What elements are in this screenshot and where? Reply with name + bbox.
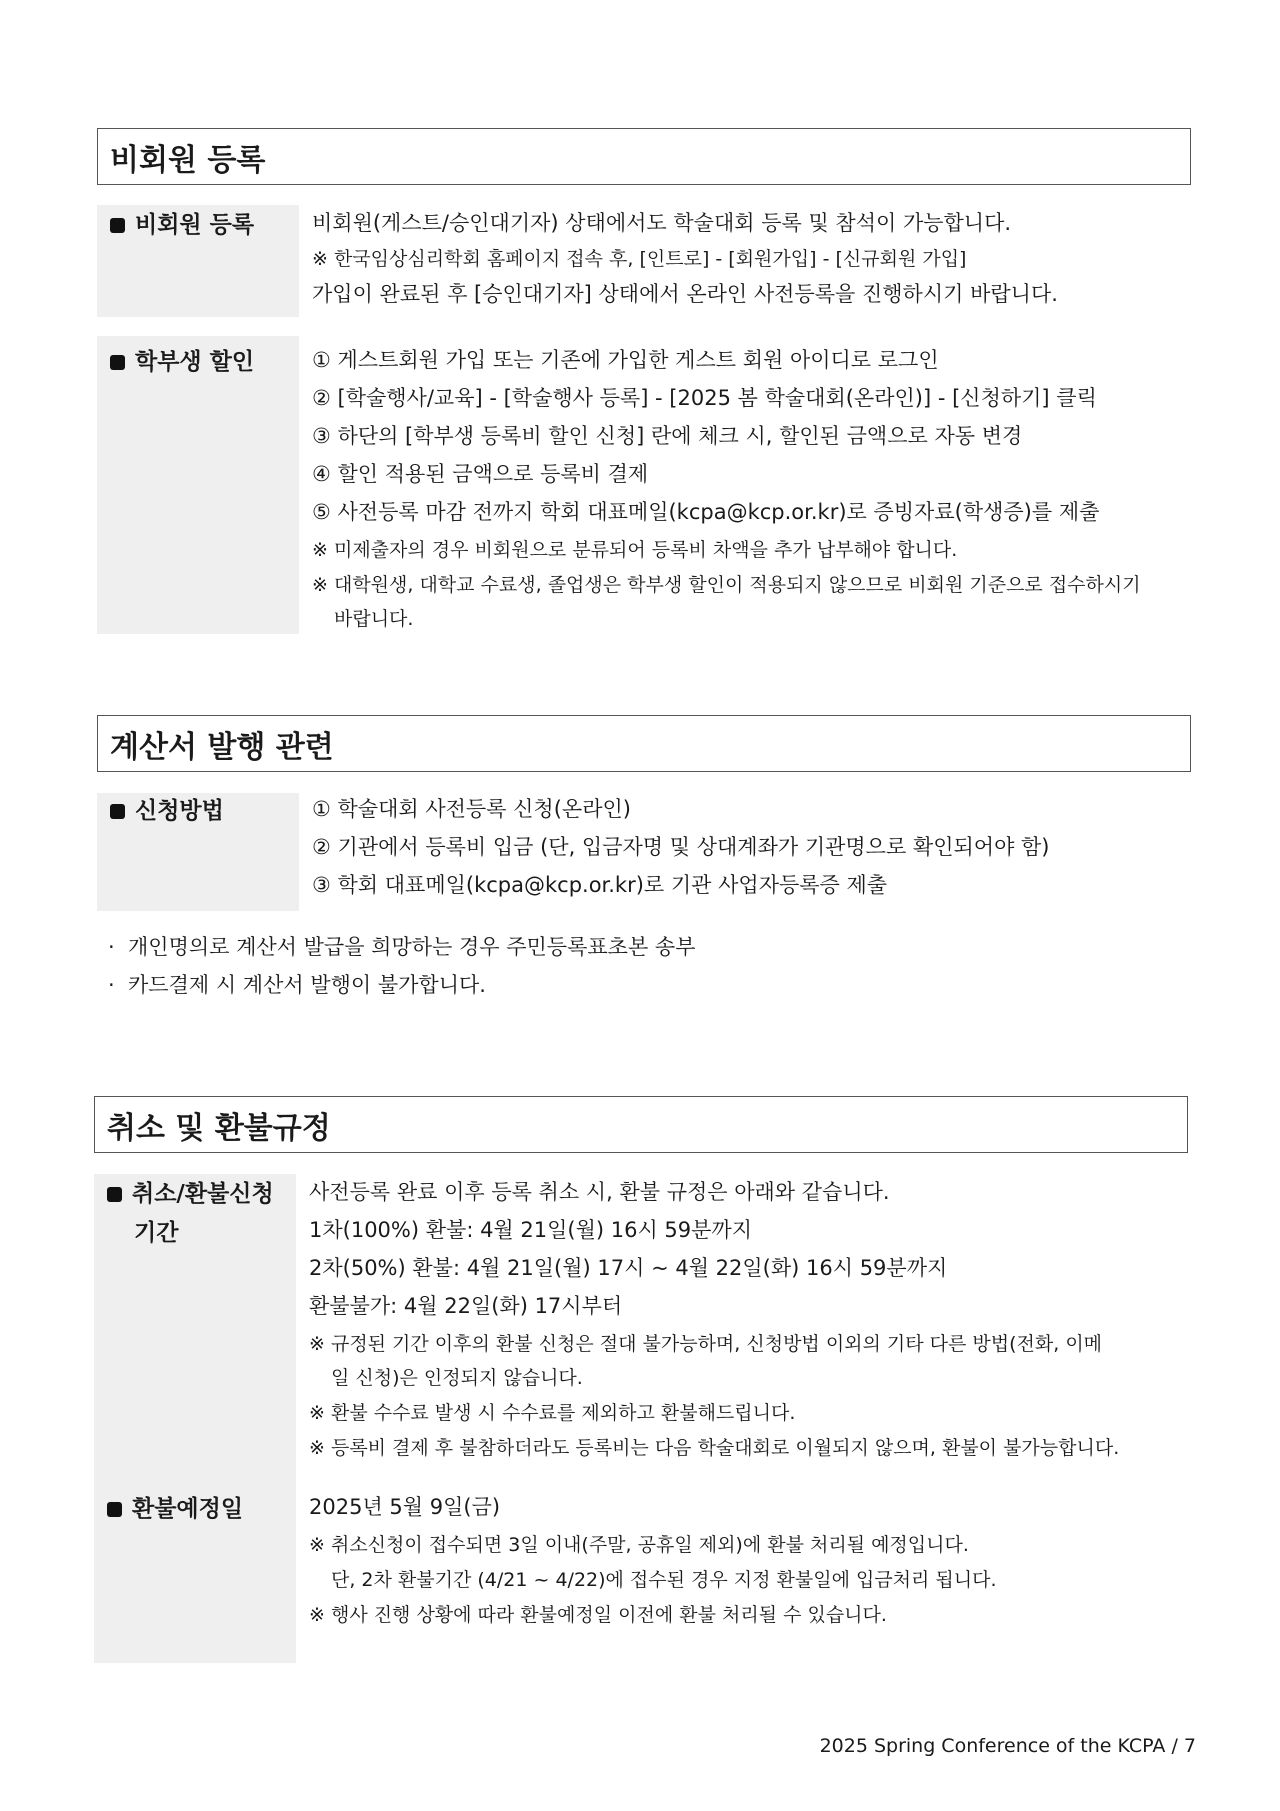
content-line: ② 기관에서 등록비 입금 (단, 입금자명 및 상대계좌가 기관명으로 확인되어야 함) bbox=[312, 835, 1050, 859]
content-line: ⑤ 사전등록 마감 전까지 학회 대표메일(kcpa@kcp.or.kr)로 증빙자료(학생증)를 제출 bbox=[312, 500, 1100, 524]
content-line: 비회원(게스트/승인대기자) 상태에서도 학술대회 등록 및 참석이 가능합니다. bbox=[312, 211, 1012, 235]
content-line: 사전등록 완료 이후 등록 취소 시, 환불 규정은 아래와 같습니다. bbox=[309, 1180, 890, 1204]
section-title-non-member: 비회원 등록 bbox=[97, 128, 1191, 185]
page-footer: 2025 Spring Conference of the KCPA / 7 bbox=[819, 1735, 1196, 1757]
bullet-item: · 카드결제 시 계산서 발행이 불가합니다. bbox=[108, 970, 486, 1000]
content-note: ※ 미제출자의 경우 비회원으로 분류되어 등록비 차액을 추가 납부해야 합니다. bbox=[312, 539, 958, 561]
content-line: ① 게스트회원 가입 또는 기존에 가입한 게스트 회원 아이디로 로그인 bbox=[312, 348, 939, 372]
content-line: 1차(100%) 환불: 4월 21일(월) 16시 59분까지 bbox=[309, 1218, 753, 1242]
dot-bullet-icon: · bbox=[108, 973, 115, 997]
content-note: ※ 등록비 결제 후 불참하더라도 등록비는 다음 학술대회로 이월되지 않으며, 환불이 불가능합니다. bbox=[309, 1437, 1120, 1459]
content-note: ※ 취소신청이 접수되면 3일 이내(주말, 공휴일 제외)에 환불 처리될 예정입니다. bbox=[309, 1534, 969, 1556]
square-bullet-icon bbox=[110, 804, 125, 819]
content-note: 단, 2차 환불기간 (4/21 ~ 4/22)에 접수된 경우 지정 환불일에 입금처리 됩니다. bbox=[331, 1569, 997, 1591]
content-note: ※ 규정된 기간 이후의 환불 신청은 절대 불가능하며, 신청방법 이외의 기타 다른 방법(전화, 이메 bbox=[309, 1333, 1103, 1355]
content-note: 일 신청)은 인정되지 않습니다. bbox=[331, 1367, 583, 1389]
square-bullet-icon bbox=[110, 355, 125, 370]
content-note: ※ 환불 수수료 발생 시 수수료를 제외하고 환불해드립니다. bbox=[309, 1402, 796, 1424]
content-note: 바랍니다. bbox=[334, 608, 414, 630]
row-label-refund-period: 취소/환불신청 bbox=[107, 1175, 274, 1213]
row-label-refund-period-cont: 기간 bbox=[134, 1220, 179, 1246]
label-cell-refund-period bbox=[94, 1174, 296, 1663]
content-line: 2차(50%) 환불: 4월 21일(월) 17시 ~ 4월 22일(화) 16시 59분까지 bbox=[309, 1256, 948, 1280]
square-bullet-icon bbox=[110, 218, 125, 233]
content-note: ※ 대학원생, 대학교 수료생, 졸업생은 학부생 할인이 적용되지 않으므로 비회원 기준으로 접수하시기 bbox=[312, 574, 1141, 596]
bullet-item: · 개인명의로 계산서 발급을 희망하는 경우 주민등록표초본 송부 bbox=[108, 932, 696, 962]
content-line: ③ 하단의 [학부생 등록비 할인 신청] 란에 체크 시, 할인된 금액으로 자동 변경 bbox=[312, 424, 1023, 448]
content-line: ③ 학회 대표메일(kcpa@kcp.or.kr)로 기관 사업자등록증 제출 bbox=[312, 873, 888, 897]
section-title-refund: 취소 및 환불규정 bbox=[94, 1096, 1188, 1153]
content-line: ④ 할인 적용된 금액으로 등록비 결제 bbox=[312, 462, 649, 486]
content-line: 환불불가: 4월 22일(화) 17시부터 bbox=[309, 1294, 623, 1318]
row-label-non-member: 비회원 등록 bbox=[110, 206, 254, 244]
content-line: 가입이 완료된 후 [승인대기자] 상태에서 온라인 사전등록을 진행하시기 바랍니다. bbox=[312, 282, 1058, 306]
dot-bullet-icon: · bbox=[108, 935, 115, 959]
section-title-invoice: 계산서 발행 관련 bbox=[97, 715, 1191, 772]
row-label-student-discount: 학부생 할인 bbox=[110, 343, 254, 381]
content-note: ※ 한국임상심리학회 홈페이지 접속 후, [인트로] - [회원가입] - [신규회원 가입] bbox=[312, 248, 967, 270]
content-line: ① 학술대회 사전등록 신청(온라인) bbox=[312, 797, 631, 821]
square-bullet-icon bbox=[107, 1502, 122, 1517]
row-label-refund-date: 환불예정일 bbox=[107, 1490, 243, 1528]
content-note: ※ 행사 진행 상황에 따라 환불예정일 이전에 환불 처리될 수 있습니다. bbox=[309, 1604, 887, 1626]
content-line: 2025년 5월 9일(금) bbox=[309, 1495, 501, 1519]
square-bullet-icon bbox=[107, 1187, 122, 1202]
content-line: ② [학술행사/교육] - [학술행사 등록] - [2025 봄 학술대회(온라인)] - [신청하기] 클릭 bbox=[312, 386, 1097, 410]
row-label-apply-method: 신청방법 bbox=[110, 792, 224, 830]
